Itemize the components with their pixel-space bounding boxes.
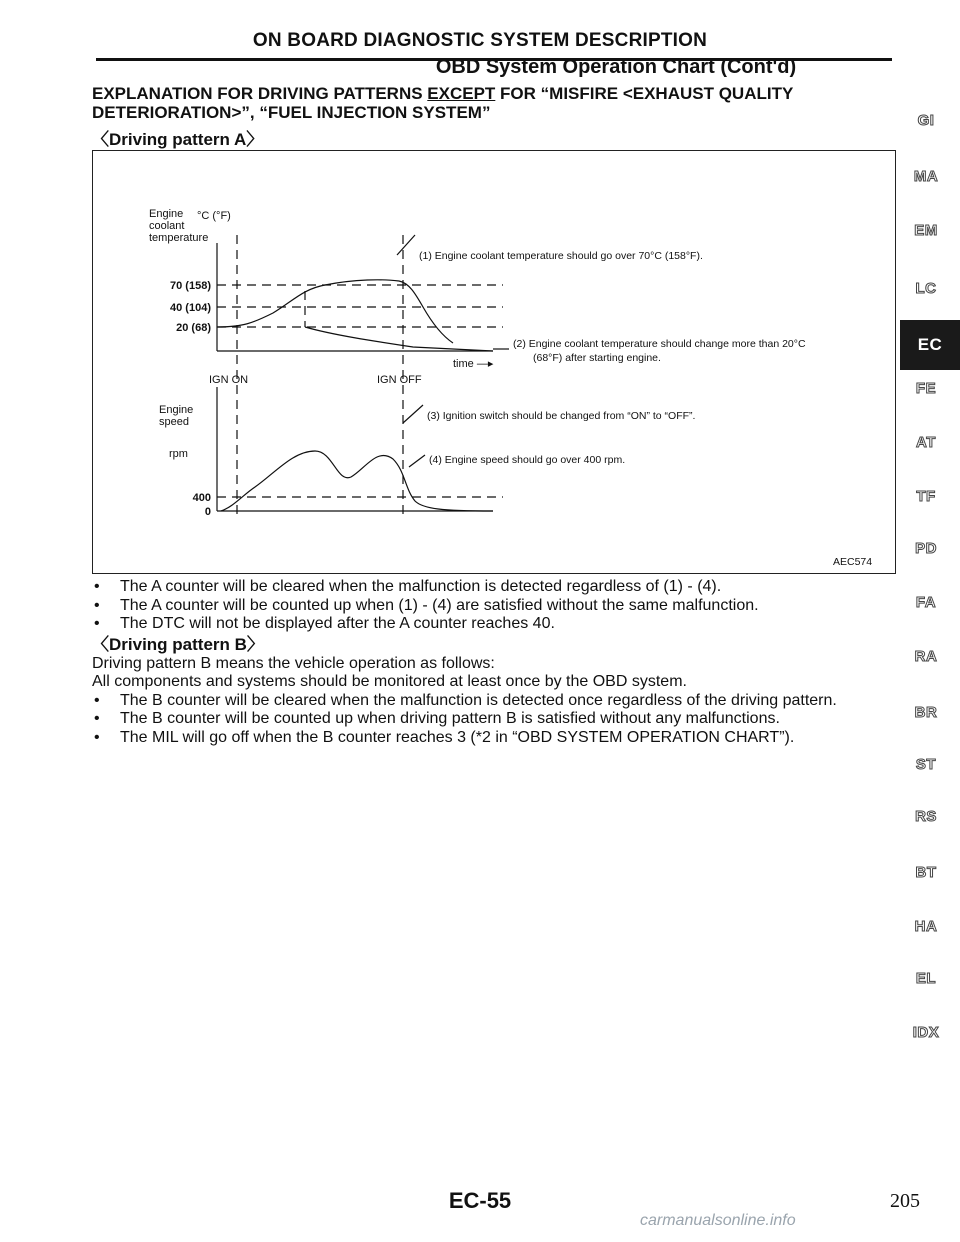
bullet-a-2: The A counter will be counted up when (1) - (4) are satisfied without the same malfunction. [120,596,759,614]
page-header-title: ON BOARD DIAGNOSTIC SYSTEM DESCRIPTION [252,30,708,51]
speed-tick-400: 400 [192,492,211,504]
side-tab-pd[interactable]: PD [915,540,937,557]
explanation-line1-suffix: FOR “MISFIRE <EXHAUST QUALITY [495,84,794,103]
temp-axis-label-3: temperature [149,232,209,244]
list-item [92,597,892,616]
note-2b: (68°F) after starting engine. [533,352,661,364]
speed-axis-label-1: Engine [159,404,194,416]
bullet-a-3: The DTC will not be displayed after the A counter reaches 40. [120,615,555,632]
list-item [92,729,892,748]
temp-tick-20: 20 (68) [176,322,211,334]
speed-unit: rpm [169,448,188,460]
leader-3 [403,405,423,423]
side-tab-fa[interactable]: FA [915,594,937,611]
side-tab-idx[interactable]: IDX [912,1024,940,1041]
driving-pattern-a-label: 〈Driving pattern A〉 [92,130,264,149]
explanation-heading [92,84,892,122]
bullet-dot: • [94,578,100,595]
speed-axis-label-2: speed [159,416,189,428]
side-tab-ma[interactable]: MA [913,168,939,185]
bullet-b-3: The MIL will go off when the B counter reaches 3 (*2 in “OBD SYSTEM OPERATION CHART”). [120,728,795,746]
temp-tick-70: 70 (158) [170,280,211,292]
watermark: carmanualsonline.info [640,1212,796,1229]
bullet-b-2: The B counter will be counted up when driving pattern B is satisfied without any malfunctions. [120,710,780,727]
side-tab-ha[interactable]: HA [914,918,938,935]
side-tab-rs[interactable]: RS [915,808,937,825]
bullet-dot: • [94,728,100,746]
bullet-b-1: The B counter will be cleared when the malfunction is detected once regardless of the driving pattern. [120,691,837,709]
page-code: EC-55 [448,1188,512,1213]
temp-axis-label-1: Engine [149,208,184,220]
pattern-b-section [92,636,892,747]
ign-off-label: IGN OFF [377,374,422,386]
bullets-a [92,578,892,634]
note-2a: (2) Engine coolant temperature should change more than 20°C [513,338,806,350]
leader-1 [397,235,415,255]
pattern-b-intro-2: All components and systems should be monitored at least once by the OBD system. [92,673,687,690]
list-item [92,615,892,634]
side-tab-gi[interactable]: GI [917,112,935,129]
side-tab-fe[interactable]: FE [915,380,937,397]
diagram-svg [93,151,895,573]
side-tab-st[interactable]: ST [915,756,937,773]
note-3: (3) Ignition switch should be changed from “ON” to “OFF”. [427,410,696,422]
side-tab-ra[interactable]: RA [914,648,938,665]
side-tab-tf[interactable]: TF [916,488,936,505]
bullet-dot: • [94,615,100,632]
list-item [92,578,892,597]
note-4: (4) Engine speed should go over 400 rpm. [429,454,626,466]
bullet-a-1: The A counter will be cleared when the malfunction is detected regardless of (1) - (4). [120,578,722,595]
temp-axis-label-2: coolant [149,220,185,232]
driving-pattern-b-label: 〈Driving pattern B〉 [92,635,264,654]
temp-unit: °C (°F) [197,210,231,222]
pattern-b-intro-1: Driving pattern B means the vehicle operation as follows: [92,654,495,672]
list-item [92,710,892,729]
side-tab-ec[interactable]: EC [900,320,960,370]
side-tab-br[interactable]: BR [914,704,938,721]
explanation-except: EXCEPT [427,84,496,103]
coolant-temp-decay [305,327,493,351]
leader-4 [409,455,425,467]
section-subtitle: OBD System Operation Chart (Cont'd) [435,56,797,78]
explanation-line1-prefix: EXPLANATION FOR DRIVING PATTERNS [92,84,428,103]
driving-pattern-diagram [92,150,896,574]
bullet-dot: • [94,596,100,614]
bullet-dot: • [94,710,100,727]
page-number: 205 [890,1190,920,1212]
ign-on-label: IGN ON [209,374,249,386]
diagram-code: AEC574 [833,556,873,568]
bullet-dot: • [94,691,100,709]
side-tab-bt[interactable]: BT [915,864,937,881]
side-tab-em[interactable]: EM [914,222,938,239]
note-1: (1) Engine coolant temperature should go over 70°C (158°F). [419,250,703,262]
speed-tick-0: 0 [204,506,211,518]
side-tab-el[interactable]: EL [915,970,937,987]
list-item [92,692,892,711]
time-label: time —▸ [453,358,494,370]
side-tab-lc[interactable]: LC [915,280,937,297]
side-tab-at[interactable]: AT [916,434,936,451]
temp-tick-40: 40 (104) [170,302,211,314]
explanation-line2: DETERIORATION>”, “FUEL INJECTION SYSTEM” [92,103,491,122]
